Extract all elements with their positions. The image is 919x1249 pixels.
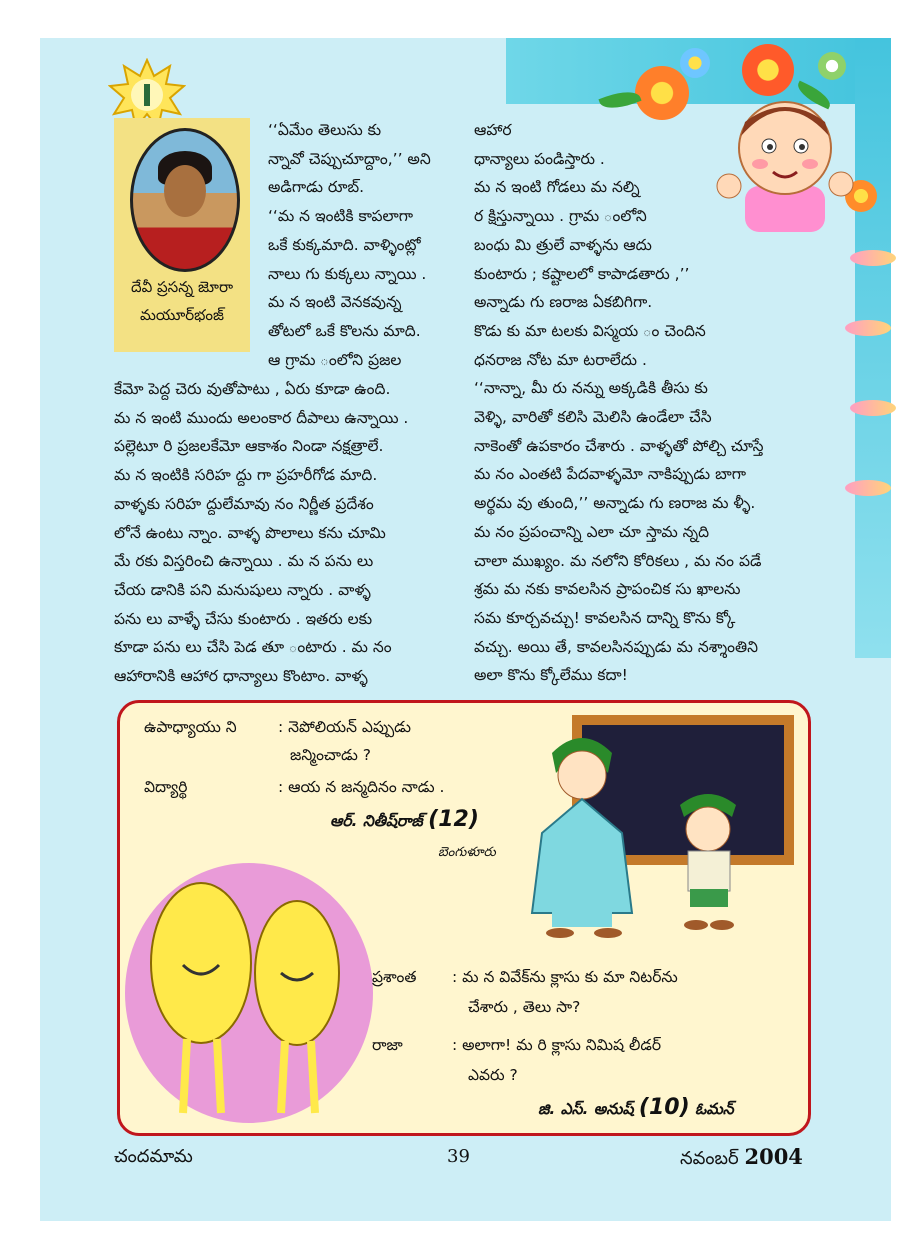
text-line: బంధు మి త్రులే వాళ్ళను ఆదు [474, 235, 652, 254]
text-line: అలా కొను క్కోలేము కదా! [474, 666, 628, 685]
text-line: మ న ఇంటి ముందు అలంకార దీపాలు ఉన్నాయి . [114, 408, 409, 427]
text-line: మ న ఇంటి వెనకవున్న [268, 293, 402, 312]
text-line: న్నావో చెప్పుచూద్దాం,’’ అని [268, 149, 431, 168]
text-line: పల్లెటూ రి ప్రజలకేమో ఆకాశం నిండా నక్షత్రాలే. [114, 437, 384, 456]
profile-photo-panel [114, 118, 250, 352]
joke2-speaker2: రాజా [372, 1036, 403, 1054]
issue-date [680, 1145, 803, 1171]
text-line: ధనరాజ నోట మా టరాలేదు . [474, 350, 647, 369]
text-line: వెళ్ళి, వారితో కలిసి మెలిసి ఉండేలా చేసి [474, 408, 712, 427]
joke2-author-name: జి. ఎస్. అనుష్ [538, 1100, 634, 1118]
joke1-line1b: జన్మించాడు ? [290, 746, 372, 764]
floral-frame-right [855, 38, 891, 658]
profile-place: మయూర్‌భంజ్ [140, 306, 224, 324]
text-line: మే రకు విస్తరించి ఉన్నాయి . మ న పను లు [114, 552, 374, 571]
jokes-box [117, 700, 811, 1136]
text-line: చేయ డానికి పని మనుషులు న్నారు . వాళ్ళ [114, 580, 371, 599]
magazine-name: చందమామ [114, 1146, 193, 1167]
joke1-speaker1: ఉపాధ్యాయు ని [144, 718, 237, 736]
portrait-photo [130, 128, 240, 272]
joke1-line1a: : నెపోలియన్ ఎప్పుడు [278, 718, 412, 736]
flower-icon [635, 66, 689, 120]
text-line: వచ్చు. అయి తే, కావలసినప్పుడు మ నశ్శాంతిని [474, 637, 759, 656]
story-column-left-bottom [114, 375, 408, 691]
joke1-author [330, 807, 479, 834]
text-line: నాలు గు కుక్కలు న్నాయి . [268, 264, 427, 283]
text-line: వాళ్ళకు సరిహ ద్దులేమావు నం నిర్ణీత ప్రదేశం [114, 494, 374, 513]
text-line: ఆహారానికి ఆహార ధాన్యాలు కొంటాం. వాళ్ళ [114, 667, 368, 686]
joke2-line2b: ఎవరు ? [468, 1066, 518, 1084]
fish-icon [845, 480, 891, 496]
text-line: ఆ గ్రామ ంలోని ప్రజల [268, 350, 402, 369]
fish-icon [850, 250, 896, 266]
teacher-student-cartoon [512, 713, 798, 941]
story-column-right [474, 116, 764, 690]
text-line: ‘‘మ న ఇంటికి కాపలాగా [268, 207, 413, 226]
fish-icon [850, 400, 896, 416]
joke1-author-name: ఆర్. నితీష్‌రాజ్ [330, 812, 423, 830]
text-line: సమ కూర్చవచ్చు! కావలసిన దాన్ని కొను క్కో [474, 608, 736, 627]
text-line: శ్రమ మ నకు కావలసిన ప్రాపంచిక సు ఖాలను [474, 580, 741, 599]
two-characters-cartoon [125, 843, 373, 1128]
text-line: అడిగాడు రూబ్. [268, 178, 365, 197]
text-line: మ నం ప్రపంచాన్ని ఎలా చూ స్తామ న్నది [474, 522, 710, 541]
text-line: కూడా పను లు చేసి పెడ తూ ంటారు . మ నం [114, 638, 392, 657]
text-line: ‘‘ఏమేం తెలుసు కు [268, 121, 382, 139]
text-line: కొడు కు మా టలకు విస్మయ ం చెందిన [474, 321, 706, 340]
text-line: మ న ఇంటికి సరిహ ద్దు గా ప్రహరీగోడ మాది. [114, 466, 378, 485]
joke2-author [538, 1095, 734, 1122]
joke2-line2a: : అలాగా! మ రి క్లాసు నిమిష లీడర్ [452, 1036, 662, 1054]
page-number: 39 [447, 1146, 470, 1167]
joke2-line1b: చేశారు , తెలు సా? [468, 998, 581, 1016]
text-line: పను లు వాళ్ళే చేసు కుంటారు . ఇతరు లకు [114, 609, 373, 628]
joke2-line1a: : మ న వివేక్‌ను క్లాసు కు మా నిటర్‌ను [452, 968, 678, 986]
issue-month: నవంబర్ [680, 1148, 739, 1169]
text-line: ఆహార [474, 121, 512, 139]
text-line: ‘‘నాన్నా, మీ రు నన్ను అక్కడికి తీసు కు [474, 379, 708, 398]
flower-icon [680, 48, 710, 78]
text-line: అన్నాడు గు ణరాజ ఏకబిగిగా. [474, 293, 653, 312]
text-line: మ న ఇంటి గోడలు మ నల్ని [474, 178, 640, 197]
text-line: ర క్షిస్తున్నాయి . గ్రామ ంలోని [474, 207, 647, 226]
joke1-author-age: (12) [428, 807, 479, 832]
text-line: ధాన్యాలు పండిస్తారు . [474, 149, 605, 168]
profile-name: దేవీ ప్రసన్న జెూరా [130, 278, 233, 296]
text-line: ఒకే కుక్కమాది. వాళ్ళింట్లో [268, 235, 421, 254]
story-column-left-top [268, 116, 431, 374]
text-line: తోటలో ఒకే కొలను మాది. [268, 321, 421, 340]
text-line: మ నం ఎంతటి పేదవాళ్ళమో నాకిప్పుడు బాగా [474, 465, 746, 484]
joke2-author-age: (10) [638, 1095, 690, 1120]
joke1-author-place: బెంగుళూరు [438, 845, 496, 860]
joke1-speaker2: విద్యార్థి [144, 778, 188, 796]
text-line: కేమో పెద్ద చెరు వుతోపాటు , ఏరు కూడా ఉంది. [114, 380, 391, 398]
flower-icon [818, 52, 846, 80]
text-line: అర్థమ వు తుంది,’’ అన్నాడు గు ణరాజ మ ళ్ళీ. [474, 494, 756, 513]
joke1-line2: : ఆయ న జన్మదినం నాడు . [278, 778, 445, 796]
text-line: నాకెంతో ఉపకారం చేశారు . వాళ్ళతో పోల్చి చూస్తే [474, 436, 764, 455]
joke2-speaker1: ప్రశాంత [372, 968, 417, 986]
issue-year: 2004 [744, 1144, 803, 1169]
text-line: కుంటారు ; కష్టాలలో కాపాడతారు ,’’ [474, 264, 690, 283]
text-line: చాలా ముఖ్యం. మ నలోని కోరికలు , మ నం పడే [474, 551, 762, 570]
joke2-author-place: ఓమన్ [695, 1100, 734, 1118]
text-line: లోనే ఉంటు న్నాం. వాళ్ళ పొలాలు కను చూమి [114, 523, 386, 542]
fish-icon [845, 320, 891, 336]
